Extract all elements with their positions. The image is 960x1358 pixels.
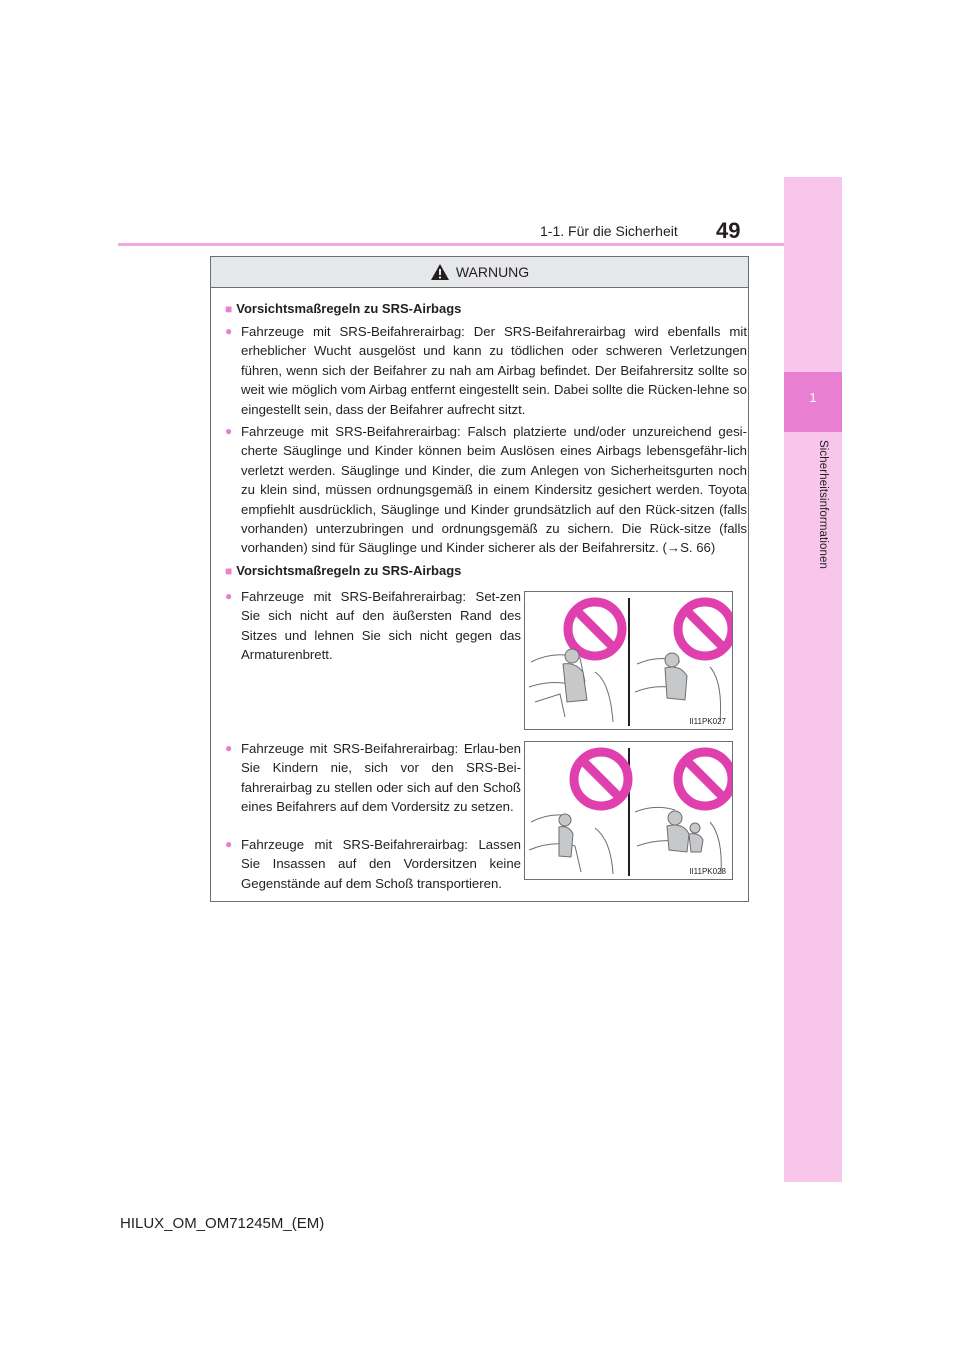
chapter-side-strip: [784, 177, 842, 1182]
document-code: HILUX_OM_OM71245M_(EM): [120, 1215, 325, 1232]
prohibition-icon: [574, 752, 628, 806]
square-bullet-icon: ■: [225, 564, 233, 578]
warning-box: [210, 256, 749, 902]
illustration-child-seating: [524, 741, 733, 880]
illustration-code: II11PK027: [689, 717, 726, 726]
warning-triangle-icon: [430, 263, 450, 281]
page-number: 49: [716, 218, 741, 243]
chapter-number: 1: [809, 390, 817, 405]
section-heading-1: ■ Vorsichtsmaßregeln zu SRS-Airbags: [225, 301, 462, 316]
list-item: ● Fahrzeuge mit SRS-Beifahrerairbag: Lassen Sie Insassen auf den Vordersitzen keine Gegenstände auf dem Schoß transportieren.: [225, 837, 521, 891]
square-bullet-icon: ■: [225, 302, 233, 316]
circle-bullet-icon: ●: [225, 741, 233, 755]
prohibition-icon: [568, 602, 622, 656]
circle-bullet-icon: ●: [225, 589, 233, 603]
illustration-passenger-posture: [524, 591, 733, 730]
list-item: ● Fahrzeuge mit SRS-Beifahrerairbag: Der SRS-Beifahrerairbag wird ebenfalls mit erheblicher Wucht ausgelöst und kann zu tödlichen oder schweren Verletzungen führen, wenn sich der Beifahrer zu nah am Airbag befindet. Der Beifahrersitz sollte so weit wie möglich vom Airbag entfernt eingestellt sein. Dabei sollte die Rücken-lehne so eingestellt sein, dass der Beifahrer aufrecht sitzt.: [225, 324, 747, 417]
illustration-code: II11PK028: [689, 867, 726, 876]
passenger-posture-drawing: [525, 592, 732, 729]
section-title: 1-1. Für die Sicherheit: [540, 223, 678, 239]
circle-bullet-icon: ●: [225, 324, 233, 338]
list-item: ● Fahrzeuge mit SRS-Beifahrerairbag: Set-zen Sie sich nicht auf den äußersten Rand des Sitzes und lehnen Sie sich nicht gegen das Armaturenbrett.: [225, 589, 521, 663]
prohibition-icon: [678, 602, 732, 656]
warning-title: WARNUNG: [455, 264, 530, 280]
header-divider: [118, 243, 784, 246]
circle-bullet-icon: ●: [225, 424, 233, 438]
prohibition-icon: [678, 752, 732, 806]
child-seating-drawing: [525, 742, 732, 879]
circle-bullet-icon: ●: [225, 837, 233, 851]
section-heading-2: ■ Vorsichtsmaßregeln zu SRS-Airbags: [225, 563, 462, 578]
warning-header: [211, 257, 748, 288]
list-item: ● Fahrzeuge mit SRS-Beifahrerairbag: Erlau-ben Sie Kindern nie, sich vor den SRS-Bei-fahrerairbag zu stellen oder sich auf den Schoß eines Beifahrers auf dem Vordersitz zu setzen.: [225, 741, 521, 815]
chapter-label: Sicherheitsinformationen: [817, 440, 829, 569]
list-item: ● Fahrzeuge mit SRS-Beifahrerairbag: Falsch platzierte und/oder unzureichend gesi-cherte Säuglinge und Kinder können beim Auslösen eines Airbags lebensgefähr-lich verletzt werden. Säuglinge und Kinder, die zum Anlegen von Sicherheitsgurten noch zu klein sind, müssen ordnungsgemäß in einem Kindersitz gesichert werden. Toyota empfiehlt ausdrücklich, Säuglinge und Kinder grundsätzlich auf den Rück-sitzen (falls vorhanden) unterzubringen und ordnungsgemäß zu sichern. Die Rück-sitze (falls vorhanden) sind für Säuglinge und Kinder sicherer als der Beifahrersitz. (→S. 66): [225, 424, 747, 556]
